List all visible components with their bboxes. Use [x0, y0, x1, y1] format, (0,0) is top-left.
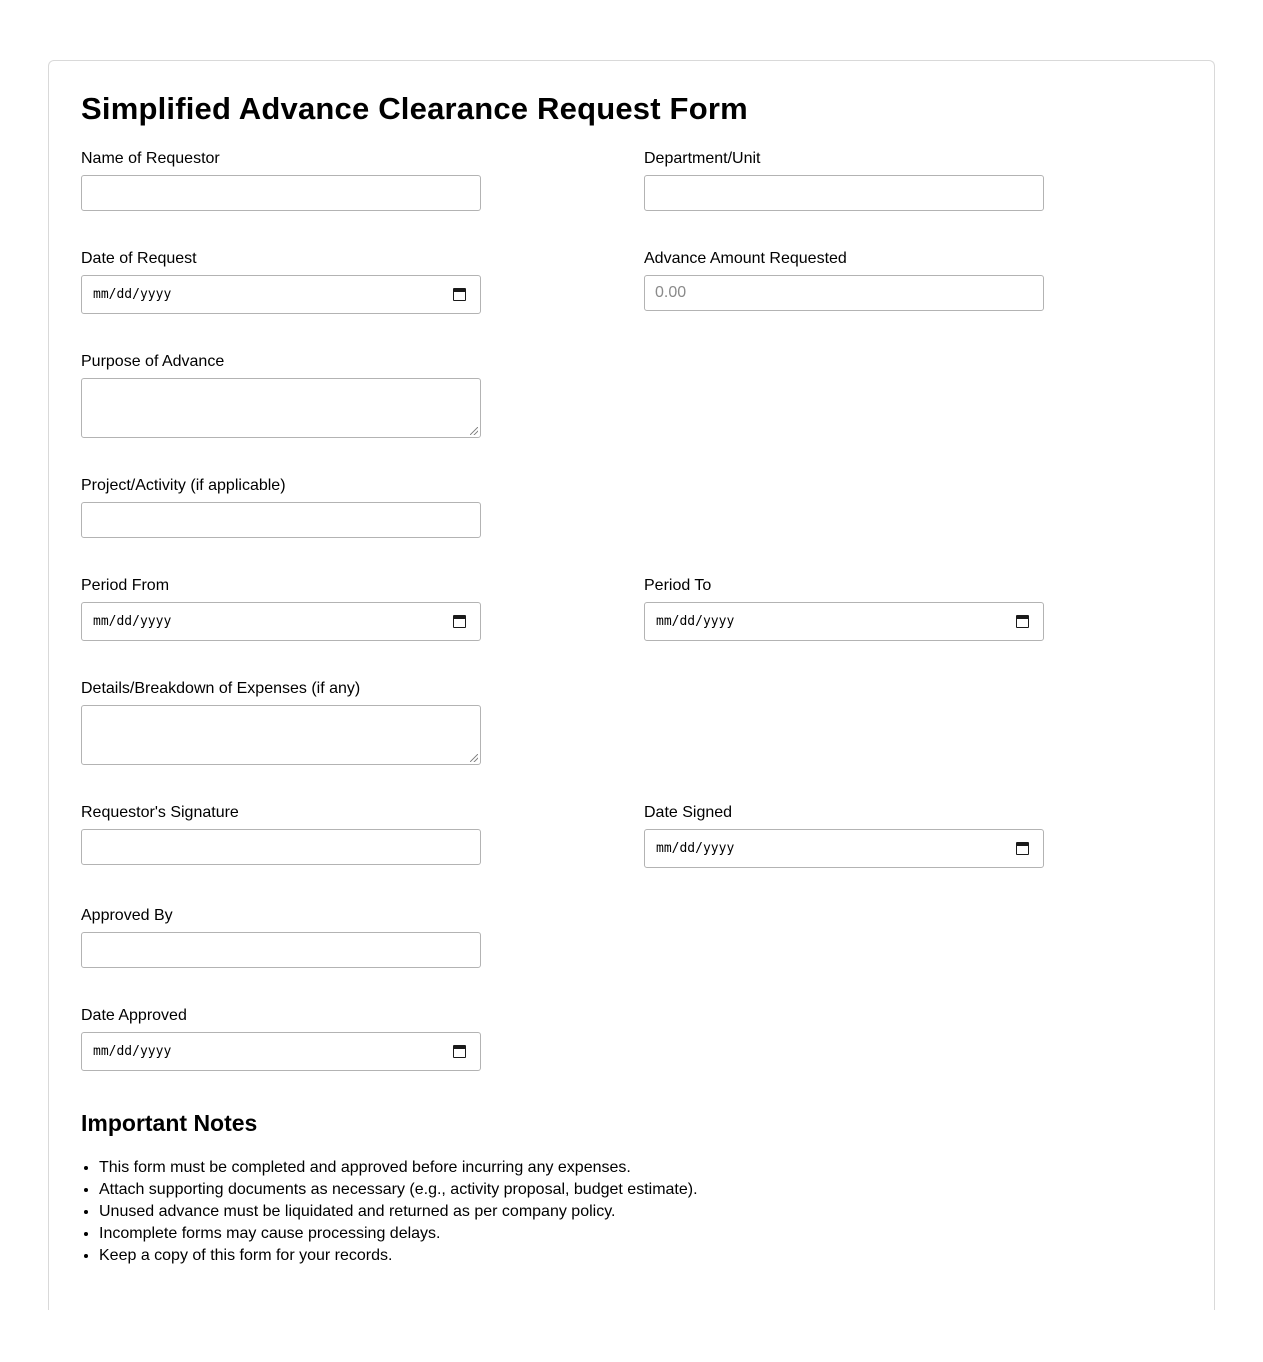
project-activity-label: Project/Activity (if applicable)	[81, 477, 286, 494]
calendar-icon[interactable]	[453, 288, 466, 301]
calendar-icon[interactable]	[1016, 842, 1029, 855]
details-breakdown-textarea[interactable]	[81, 705, 481, 765]
requestor-signature-input[interactable]	[81, 829, 481, 865]
date-of-request-label: Date of Request	[81, 250, 197, 267]
list-item: • Unused advance must be liquidated and returned as per company policy.	[99, 1201, 698, 1223]
date-approved-input[interactable]	[81, 1032, 481, 1071]
date-approved-value: mm/dd/yyyy	[93, 1044, 172, 1059]
purpose-of-advance-textarea[interactable]	[81, 378, 481, 438]
period-to-label: Period To	[644, 577, 712, 594]
name-of-requestor-label: Name of Requestor	[81, 150, 220, 167]
date-approved-label: Date Approved	[81, 1007, 187, 1024]
advance-amount-placeholder: 0.00	[655, 284, 687, 301]
approved-by-label: Approved By	[81, 907, 173, 924]
list-item: • Attach supporting documents as necessary (e.g., activity proposal, budget estimate).	[99, 1179, 698, 1201]
calendar-icon[interactable]	[1016, 615, 1029, 628]
period-from-value: mm/dd/yyyy	[93, 614, 172, 629]
department-unit-label: Department/Unit	[644, 150, 761, 167]
list-item: • This form must be completed and approved before incurring any expenses.	[99, 1157, 698, 1179]
calendar-icon[interactable]	[453, 615, 466, 628]
requestor-signature-label: Requestor's Signature	[81, 804, 239, 821]
department-unit-input[interactable]	[644, 175, 1044, 211]
name-of-requestor-input[interactable]	[81, 175, 481, 211]
date-of-request-input[interactable]	[81, 275, 481, 314]
advance-amount-input[interactable]	[644, 275, 1044, 311]
resize-handle-icon[interactable]	[470, 427, 478, 435]
period-from-label: Period From	[81, 577, 170, 594]
project-activity-input[interactable]	[81, 502, 481, 538]
list-item: • Incomplete forms may cause processing delays.	[99, 1223, 698, 1245]
date-of-request-value: mm/dd/yyyy	[93, 287, 172, 302]
resize-handle-icon[interactable]	[470, 754, 478, 762]
details-breakdown-label: Details/Breakdown of Expenses (if any)	[81, 680, 361, 697]
approved-by-input[interactable]	[81, 932, 481, 968]
notes-heading: Important Notes	[81, 1110, 258, 1136]
period-from-input[interactable]	[81, 602, 481, 641]
date-signed-input[interactable]	[644, 829, 1044, 868]
calendar-icon[interactable]	[453, 1045, 466, 1058]
page-title: Simplified Advance Clearance Request Form	[81, 91, 748, 126]
list-item: • Keep a copy of this form for your records.	[99, 1245, 698, 1267]
period-to-value: mm/dd/yyyy	[656, 614, 735, 629]
period-to-input[interactable]	[644, 602, 1044, 641]
notes-list	[81, 1157, 698, 1267]
purpose-of-advance-label: Purpose of Advance	[81, 353, 225, 370]
date-signed-value: mm/dd/yyyy	[656, 841, 735, 856]
advance-amount-label: Advance Amount Requested	[644, 250, 847, 267]
date-signed-label: Date Signed	[644, 804, 733, 821]
